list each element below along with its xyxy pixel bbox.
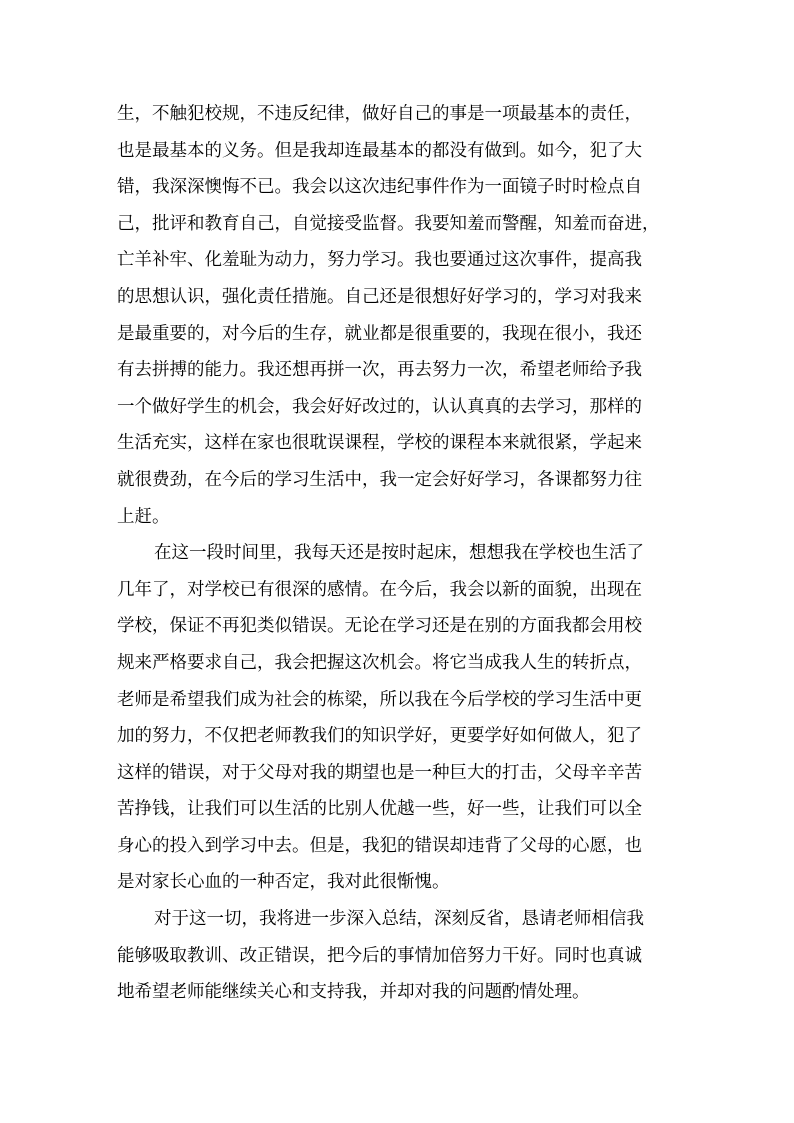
paragraph-line: 生活充实，这样在家也很耽误课程，学校的课程本来就很紧，学起来 bbox=[117, 433, 642, 454]
paragraph-line: 就很费劲，在今后的学习生活中，我一定会好好学习，各课都努力往 bbox=[117, 469, 642, 490]
paragraph-line: 在这一段时间里，我每天还是按时起床，想想我在学校也生活了 bbox=[154, 543, 644, 564]
paragraph-line: 苦挣钱，让我们可以生活的比别人优越一些，好一些，让我们可以全 bbox=[117, 799, 642, 820]
paragraph-line: 老师是希望我们成为社会的栋梁，所以我在今后学校的学习生活中更 bbox=[117, 689, 642, 710]
paragraph-line: 亡羊补牢、化羞耻为动力，努力学习。我也要通过这次事件，提高我 bbox=[117, 250, 642, 271]
paragraph-1 bbox=[117, 96, 677, 535]
paragraph-line: 身心的投入到学习中去。但是，我犯的错误却违背了父母的心愿，也 bbox=[117, 835, 642, 856]
paragraph-line: 一个做好学生的机会，我会好好改过的，认认真真的去学习，那样的 bbox=[117, 396, 642, 417]
paragraph-line: 这样的错误，对于父母对我的期望也是一种巨大的打击，父母辛辛苦 bbox=[117, 762, 642, 783]
paragraph-line: 规来严格要求自己，我会把握这次机会。将它当成我人生的转折点， bbox=[117, 652, 642, 673]
paragraph-3 bbox=[117, 901, 677, 1011]
paragraph-line: 几年了，对学校已有很深的感情。在今后，我会以新的面貌，出现在 bbox=[117, 579, 642, 600]
paragraph-line: 生，不触犯校规，不违反纪律，做好自己的事是一项最基本的责任， bbox=[117, 104, 642, 124]
paragraph-line: 的思想认识，强化责任措施。自己还是很想好好学习的，学习对我来 bbox=[117, 286, 642, 307]
paragraph-line: 错，我深深懊悔不已。我会以这次违纪事件作为一面镜子时时检点自 bbox=[117, 177, 642, 198]
paragraph-line: 能够吸取教训、改正错误，把今后的事情加倍努力干好。同时也真诚 bbox=[117, 945, 642, 966]
paragraph-line: 上赶。 bbox=[117, 506, 170, 527]
document-body bbox=[117, 96, 677, 1011]
paragraph-line: 是最重要的，对今后的生存，就业都是很重要的，我现在很小，我还 bbox=[117, 323, 642, 344]
paragraph-line: 学校，保证不再犯类似错误。无论在学习还是在别的方面我都会用校 bbox=[117, 616, 642, 637]
paragraph-line: 地希望老师能继续关心和支持我，并却对我的问题酌情处理。 bbox=[117, 982, 590, 1003]
paragraph-line: 对于这一切，我将进一步深入总结，深刻反省，恳请老师相信我 bbox=[154, 909, 644, 930]
paragraph-line: 是对家长心血的一种否定，我对此很惭愧。 bbox=[117, 872, 450, 893]
paragraph-line: 己，批评和教育自己，自觉接受监督。我要知羞而警醒，知羞而奋进， bbox=[117, 213, 660, 234]
paragraph-line: 加的努力，不仅把老师教我们的知识学好，更要学好如何做人，犯了 bbox=[117, 726, 642, 747]
paragraph-2 bbox=[117, 535, 677, 901]
paragraph-line: 有去拼搏的能力。我还想再拼一次，再去努力一次，希望老师给予我 bbox=[117, 360, 642, 381]
paragraph-line: 也是最基本的义务。但是我却连最基本的都没有做到。如今，犯了大 bbox=[117, 140, 642, 161]
